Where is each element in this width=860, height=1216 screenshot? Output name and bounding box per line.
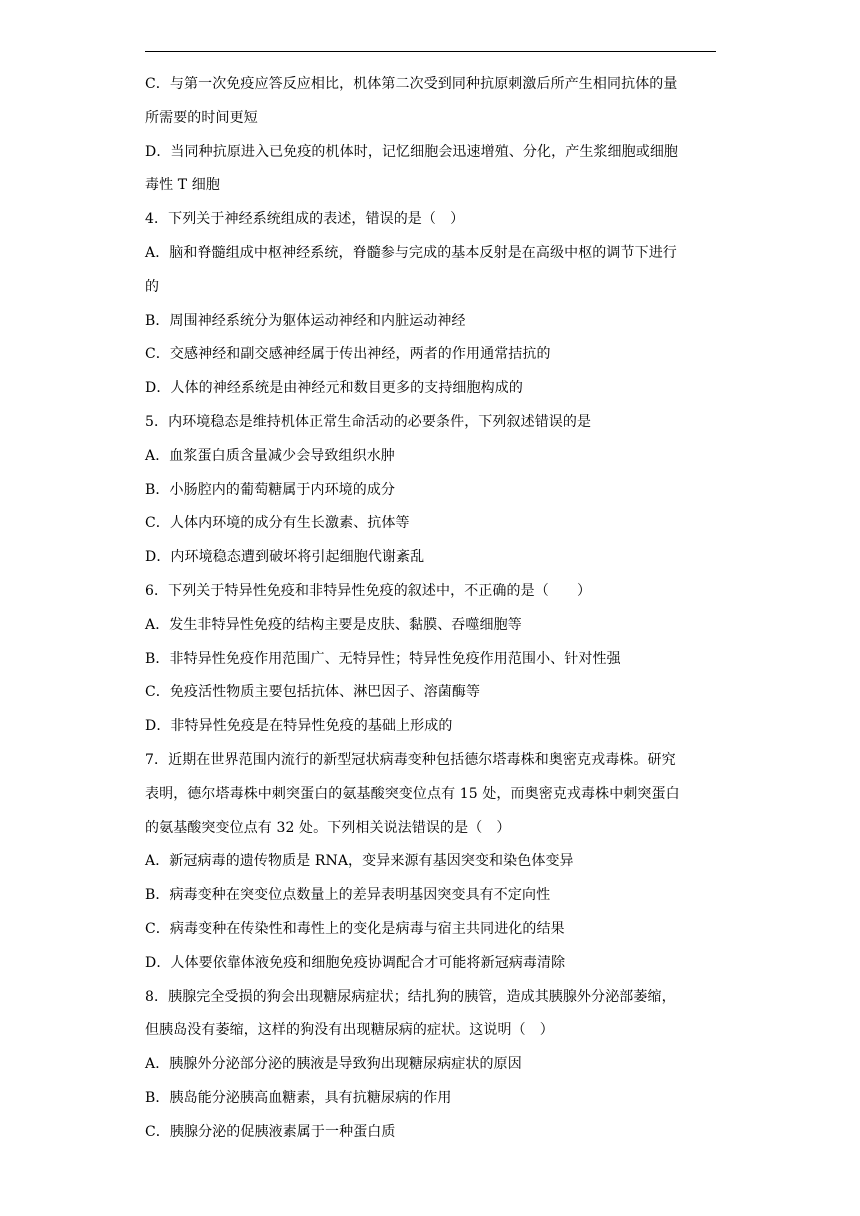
text-line: D．非特异性免疫是在特异性免疫的基础上形成的: [145, 718, 453, 735]
text-line: 毒性 T 细胞: [145, 177, 220, 194]
text-line: 所需要的时间更短: [145, 109, 258, 126]
text-line: C．与第一次免疫应答反应相比，机体第二次受到同种抗原刺激后所产生相同抗体的量: [145, 76, 678, 92]
text-line: A．新冠病毒的遗传物质是 RNA，变异来源有基因突变和染色体变异: [145, 853, 574, 870]
text-line: B．小肠腔内的葡萄糖属于内环境的成分: [145, 481, 396, 498]
text-line: 表明，德尔塔毒株中刺突蛋白的氨基酸突变位点有 15 处，而奥密克戎毒株中刺突蛋白: [145, 785, 680, 802]
text-line: C．交感神经和副交感神经属于传出神经，两者的作用通常拮抗的: [145, 346, 551, 363]
text-line: C．胰腺分泌的促胰液素属于一种蛋白质: [145, 1123, 396, 1140]
text-line: C．人体内环境的成分有生长激素、抗体等: [145, 515, 410, 532]
text-line: A．脑和脊髓组成中枢神经系统，脊髓参与完成的基本反射是在高级中枢的调节下进行: [145, 244, 677, 261]
text-line: A．胰腺外分泌部分泌的胰液是导致狗出现糖尿病症状的原因: [145, 1056, 522, 1073]
document-body: [145, 68, 720, 1150]
text-line: B．胰岛能分泌胰高血糖素，具有抗糖尿病的作用: [145, 1089, 452, 1106]
text-line: C．病毒变种在传染性和毒性上的变化是病毒与宿主共同进化的结果: [145, 920, 565, 937]
text-line: B．病毒变种在突变位点数量上的差异表明基因突变具有不定向性: [145, 887, 551, 904]
text-line: C．免疫活性物质主要包括抗体、淋巴因子、溶菌酶等: [145, 684, 481, 701]
text-line: D．内环境稳态遭到破坏将引起细胞代谢紊乱: [145, 549, 425, 566]
text-line: D．当同种抗原进入已免疫的机体时，记忆细胞会迅速增殖、分化，产生浆细胞或细胞: [145, 143, 679, 160]
text-line: A．发生非特异性免疫的结构主要是皮肤、黏膜、吞噬细胞等: [145, 616, 522, 633]
text-line: 的氨基酸突变位点有 32 处。下列相关说法错误的是（ ）: [145, 819, 511, 836]
question-5-stem: 5．内环境稳态是维持机体正常生命活动的必要条件，下列叙述错误的是: [145, 413, 592, 430]
question-7-stem: 7．近期在世界范围内流行的新型冠状病毒变种包括德尔塔毒株和奥密克戎毒株。研究: [145, 751, 676, 768]
text-line: 的: [145, 278, 160, 295]
header-rule: [145, 51, 716, 52]
text-line: 但胰岛没有萎缩，这样的狗没有出现糖尿病的症状。这说明（ ）: [145, 1022, 554, 1039]
question-6-stem: 6．下列关于特异性免疫和非特异性免疫的叙述中，不正确的是（ ）: [145, 582, 592, 599]
text-line: D．人体的神经系统是由神经元和数目更多的支持细胞构成的: [145, 380, 523, 397]
text-line: D．人体要依靠体液免疫和细胞免疫协调配合才可能将新冠病毒清除: [145, 954, 566, 971]
text-line: B．非特异性免疫作用范围广、无特异性；特异性免疫作用范围小、针对性强: [145, 650, 621, 667]
question-4-stem: 4．下列关于神经系统组成的表述，错误的是（ ）: [145, 211, 465, 228]
text-line: A．血浆蛋白质含量减少会导致组织水肿: [145, 447, 395, 464]
text-line: B．周围神经系统分为躯体运动神经和内脏运动神经: [145, 312, 466, 329]
question-8-stem: 8．胰腺完全受损的狗会出现糖尿病症状；结扎狗的胰管，造成其胰腺外分泌部萎缩，: [145, 988, 676, 1005]
